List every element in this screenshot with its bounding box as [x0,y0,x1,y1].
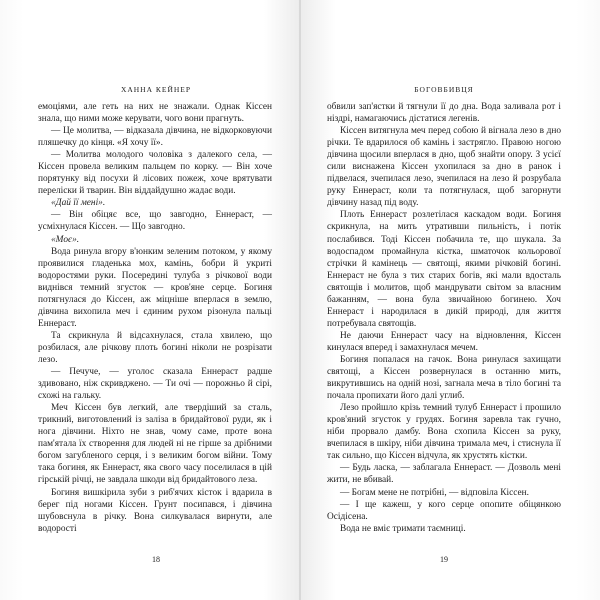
paragraph: Меч Кіссен був легкий, але твердіший за сталь, трикний, виготовлений із заліза в бридайтової руди, як і нога дівчини. Ніхто не знав, чому саме, проте вона пам'ятала їх створення для людей ні не гірше за дрібними богом загубленого серця, і з великим богом війни. Тому така богиня, як Еннераст, яка свого часу поселилася в цій гірській річці, не завдала шкоди від бридайтового леза. [38,403,272,486]
paragraph: Кіссен витягнула меч перед собою й вігнала лезо в дно річки. Те вдарилося об камінь і застрягло. Правою ногою дівчина щосили вперлася в дно, щоб знайти опору. З усієї сили виснажена Кіссен ухопилася за дно в ранок і підвелася, зчепилася лезо, зчепилася на лезо й розрубала руку Еннераст, коли та потягнулася, щоб загорнути дівчину назад під воду. [327,126,561,209]
paragraph: Та скрикнула й відсахнулася, стала хвилею, що розбилася, але річкову плоть богині ніколи не розрізати лезо. [38,330,272,365]
paragraph: Плоть Еннераст розлетілася каскадом води. Богиня скрикнула, на мить утративши пильність, і потік послабився. Тоді Кіссен побачила те, що шукала. За водоспадом промайнула кістка, шматочок кольорової стрічки й камінець — святощі, якими річковій богині. Еннераст не була з тих старих богів, які мали вдосталь святощів і молитов, щоб мандрувати світом за власним бажанням, — вона була звичайною богинею. Хоч Еннераст і народилася в дикій природі, для життя потребувала святощів. [327,210,561,329]
paragraph: — Богам мене не потрібні, — відповіла Кіссен. [340,487,529,498]
paragraph: емоціями, але геть на них не знажали. Однак Кіссен знала, що ними може керувати, чого вони прагнуть. [38,102,272,125]
running-head-title: БОГОВБИВЦЯ [414,85,474,94]
paragraph: — І ще кажеш, у кого серце опопите обіцянкою Осідісена. [327,499,561,522]
paragraph: «Дай її мені». [51,198,106,209]
paragraph: «Моє». [51,234,80,245]
left-page-text [38,101,272,535]
right-page [300,0,600,600]
paragraph: Не даючи Еннераст часу на відновлення, Кіссен кинулася вперед і замахнулася мечем. [327,330,561,353]
paragraph: Лезо пройшло крізь темний тулуб Еннераст і прошило кров'яний згусток у грудях. Богиня заревла так гучно, ніби прорвало дамбу. Вона схопила Кіссен за руку, вчепилася в шкіру, ніби дівчина тримала меч, і стиснула її так сильно, що Кіссен відчула, як хрустять кістки. [327,403,561,462]
page-number: 19 [440,555,448,564]
right-page-text [327,101,561,535]
paragraph: — Він обіцяє все, що завгодно, Еннераст, — усміхнулася Кіссен. — Що завгодно. [38,210,272,233]
paragraph: Богиня попалася на гачок. Вона ринулася захищати святощі, а Кіссен розвернулася в останню мить, викрутившись на одній нозі, загнала меча в тіло богині та почала пропихати його далі углиб. [327,354,561,402]
paragraph: — Будь ласка, — заблагала Еннераст. — Дозволь мені жити, не вбивай. [327,463,561,486]
paragraph: Вода не вміє тримати таємниці. [340,523,466,534]
paragraph: — Молитва молодого чоловіка з далекого села, — Кіссен провела великим пальцем по корку. — Він хоче порятунку від посухи й лісових пожеж, хоче врятувати переліски й тварин. Він віддайдушно жадає води. [38,150,272,197]
paragraph: Вода ринула вгору в'юнким зеленим потоком, у якому проявилися гладенька мох, камінь, бобри й укриті водоростями руки. Посередині тулуба з річкової води виднівся темний згусток — кров'яне серце. Богиня потягнулася до Кіссен, аж міцніше вперлася в землю, дівчина вихопила меч і єдиним рухом різонула пальці Еннераст. [38,246,272,329]
paragraph: — Це молитва, — відказала дівчина, не відкорковуючи пляшечку до кінця. «Я хочу її». [38,126,272,149]
running-head-author: ХАННА КЕЙНЕР [120,85,192,94]
paragraph: Богиня вишкірила зуби з риб'ячих кісток і вдарила в берег під ногами Кіссен. Грунт посипався, і дівчина шубовснула в річку. Вона силкувалася вирнути, але водорості [38,487,272,534]
spine-gutter [299,0,301,600]
paragraph: обвили зап'ястки й тягнули її до дна. Вода заливала рот і ніздрі, намагаючись дістатися легенів. [327,102,561,125]
paragraph: — Печуче, — уголос сказала Еннераст радше здивовано, ніж скривджено. — Ти очі — порожньо й сірі, схожі на гальку. [38,367,272,402]
page-number: 18 [152,555,160,564]
